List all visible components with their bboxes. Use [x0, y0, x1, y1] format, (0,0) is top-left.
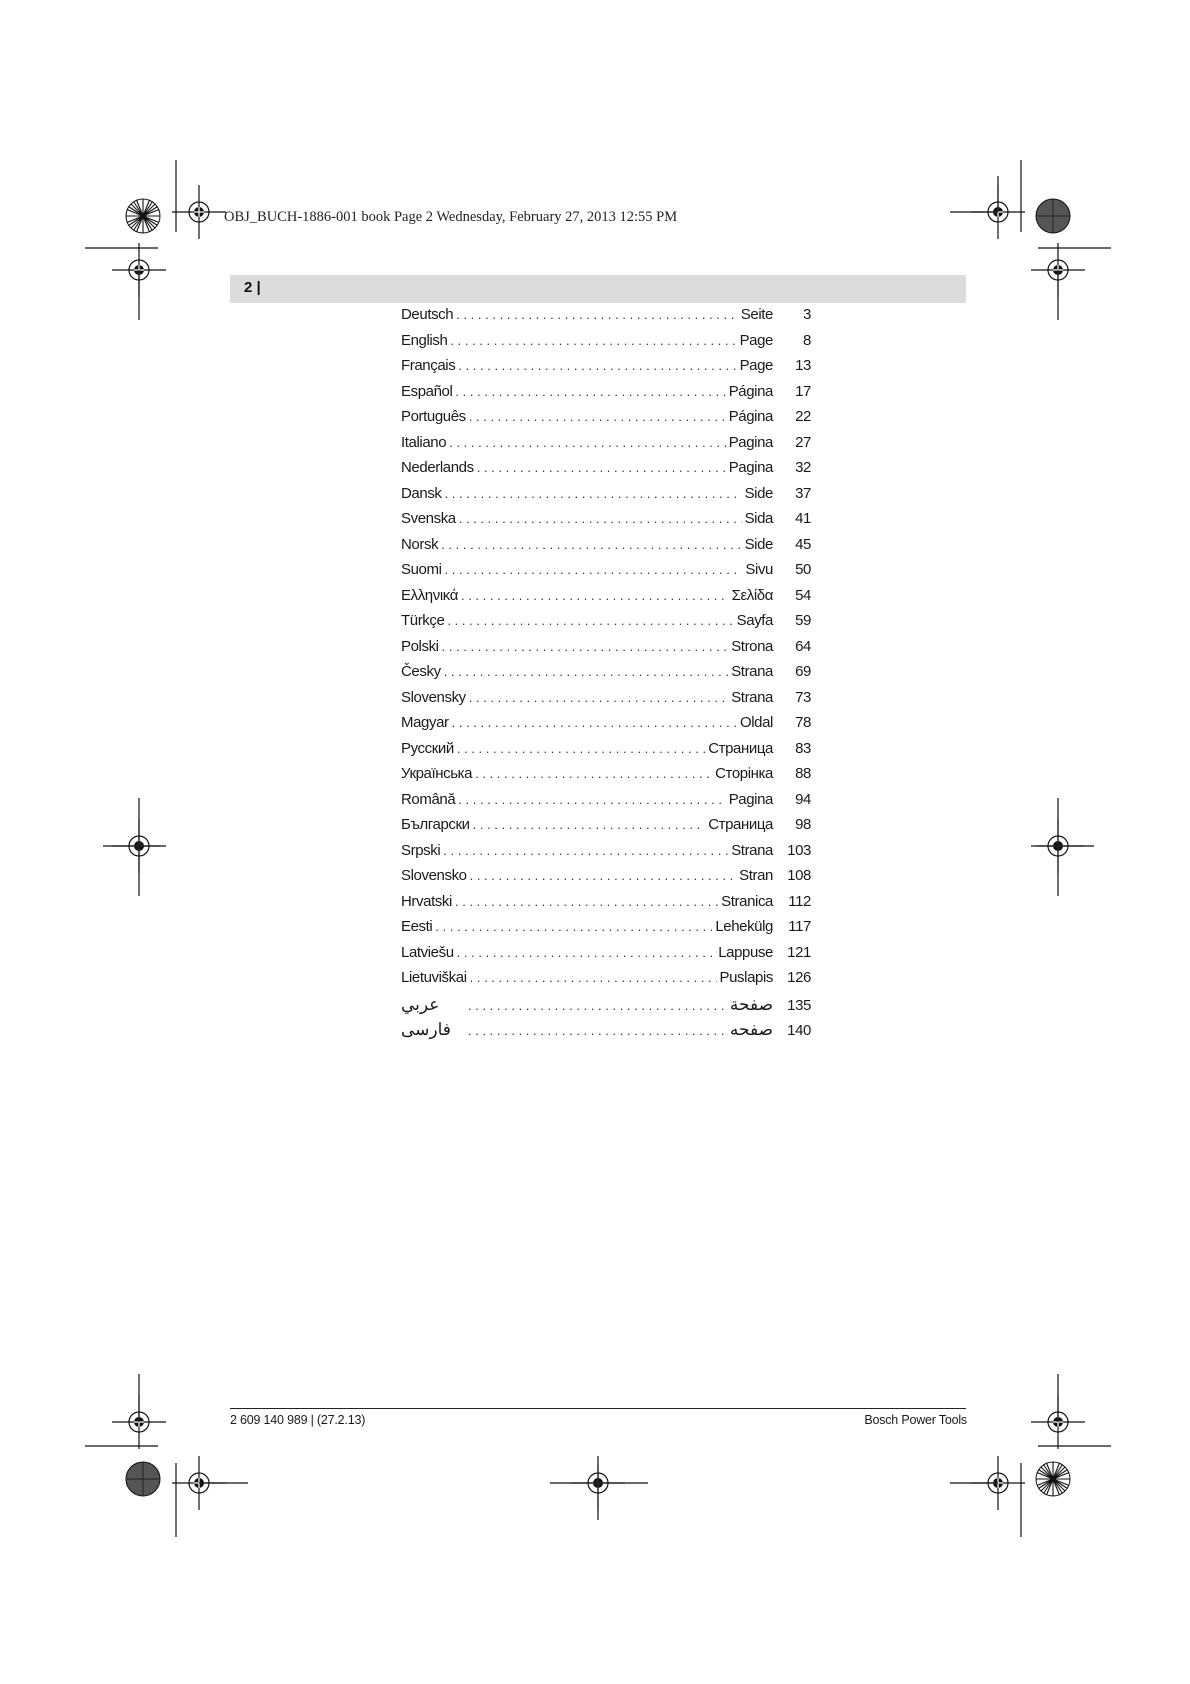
toc-page-number: 94 — [795, 790, 811, 808]
toc-page-number: 22 — [795, 408, 811, 425]
toc-entry[interactable] — [401, 383, 811, 409]
toc-leader-dots — [449, 435, 726, 450]
toc-page-number: 117 — [788, 918, 811, 935]
toc-leader-dots — [445, 562, 743, 577]
toc-language: Česky — [401, 663, 441, 680]
toc-leader-dots — [456, 307, 738, 322]
toc-leader-dots — [457, 741, 705, 756]
star-target-icon — [1036, 1462, 1070, 1496]
toc-language: Italiano — [401, 433, 447, 451]
toc-language: Norsk — [401, 535, 439, 553]
toc-leader-dots — [461, 588, 729, 603]
toc-entry[interactable] — [401, 638, 811, 664]
toc-page-number: 8 — [803, 331, 811, 349]
toc-leader-dots — [435, 919, 712, 934]
toc-language: Svenska — [401, 510, 456, 527]
toc-entry[interactable] — [401, 969, 811, 995]
toc-entry[interactable] — [401, 536, 811, 562]
toc-language: Українська — [401, 765, 473, 782]
footer-document-number: 2 609 140 989 | (27.2.13) — [230, 1413, 366, 1427]
toc-page-word: Pagina — [728, 790, 773, 808]
toc-page-word: Side — [744, 535, 773, 553]
dark-target-icon — [126, 1462, 160, 1496]
toc-language: Español — [401, 382, 453, 400]
toc-leader-dots — [459, 511, 742, 526]
toc-page-number: 41 — [795, 510, 811, 527]
toc-language: Eesti — [401, 918, 433, 935]
toc-page-word: Strana — [731, 663, 773, 680]
toc-page-word: Lappuse — [718, 943, 773, 961]
toc-leader-dots — [442, 639, 729, 654]
toc-entry[interactable] — [401, 893, 811, 919]
toc-entry[interactable] — [401, 944, 811, 970]
toc-leader-dots — [477, 460, 726, 475]
toc-language: Hrvatski — [401, 892, 452, 910]
toc-entry[interactable] — [401, 459, 811, 485]
toc-leader-dots — [443, 843, 728, 858]
toc-page-word: Lehekülg — [715, 918, 773, 935]
toc-entry[interactable] — [401, 765, 811, 791]
toc-page-number: 83 — [795, 739, 811, 757]
toc-page-word: Страница — [708, 739, 773, 757]
table-of-contents — [401, 306, 811, 1046]
toc-leader-dots — [468, 1023, 727, 1038]
toc-page-word: Strona — [731, 637, 773, 655]
toc-page-number: 45 — [795, 535, 811, 553]
toc-entry[interactable] — [401, 1020, 811, 1046]
toc-language: Română — [401, 790, 456, 808]
toc-page-word: صفحه — [729, 1020, 773, 1039]
toc-language: Ελληνικά — [401, 586, 458, 604]
toc-page-number: 73 — [795, 688, 811, 706]
toc-leader-dots — [458, 792, 725, 807]
toc-language: فارسی — [401, 1020, 451, 1039]
toc-leader-dots — [452, 715, 737, 730]
toc-page-number: 13 — [795, 357, 811, 374]
footer-brand: Bosch Power Tools — [864, 1413, 967, 1427]
toc-leader-dots — [458, 358, 736, 373]
toc-entry[interactable] — [401, 995, 811, 1021]
footer-rule — [230, 1408, 966, 1409]
toc-page-number: 54 — [795, 586, 811, 604]
toc-language: English — [401, 331, 448, 349]
toc-language: Srpski — [401, 841, 441, 859]
toc-page-word: Page — [739, 357, 773, 374]
toc-page-word: Page — [739, 331, 773, 349]
toc-language: Nederlands — [401, 459, 474, 476]
toc-page-word: Сторінка — [715, 765, 773, 782]
toc-entry[interactable] — [401, 434, 811, 460]
toc-page-word: Σελίδα — [731, 586, 773, 604]
toc-page-word: Side — [744, 484, 773, 502]
toc-page-number: 69 — [795, 663, 811, 680]
toc-page-number: 59 — [795, 612, 811, 629]
toc-leader-dots — [470, 970, 717, 985]
toc-page-number: 37 — [795, 484, 811, 502]
slug-line: OBJ_BUCH-1886-001 book Page 2 Wednesday, February 27, 2013 12:55 PM — [224, 209, 678, 225]
toc-leader-dots — [455, 894, 718, 909]
toc-entry[interactable] — [401, 740, 811, 766]
toc-page-number: 135 — [787, 996, 811, 1014]
toc-page-word: صفحة — [729, 994, 773, 1014]
toc-language: Dansk — [401, 484, 442, 502]
toc-page-word: Página — [728, 408, 773, 425]
toc-entry[interactable] — [401, 842, 811, 868]
toc-page-word: Sayfa — [736, 612, 773, 629]
toc-page-word: Stranica — [721, 892, 773, 910]
page-header-bar — [230, 275, 966, 303]
toc-entry[interactable] — [401, 689, 811, 715]
toc-leader-dots — [473, 817, 706, 832]
toc-page-word: Sida — [744, 510, 773, 527]
toc-page-number: 27 — [795, 433, 811, 451]
toc-page-word: Stran — [739, 867, 773, 884]
page-number: 2 | — [244, 279, 261, 296]
toc-leader-dots — [445, 486, 742, 501]
toc-language: Български — [401, 816, 470, 833]
star-target-icon — [126, 199, 160, 233]
toc-entry[interactable] — [401, 663, 811, 689]
toc-entry[interactable] — [401, 867, 811, 893]
toc-leader-dots — [469, 409, 726, 424]
toc-leader-dots — [469, 690, 728, 705]
toc-language: Français — [401, 357, 456, 374]
toc-language: Türkçe — [401, 612, 445, 629]
toc-page-number: 64 — [795, 637, 811, 655]
toc-page-word: Pagina — [728, 459, 773, 476]
toc-entry[interactable] — [401, 357, 811, 383]
toc-entry[interactable] — [401, 408, 811, 434]
toc-page-number: 98 — [795, 816, 811, 833]
toc-page-word: Страница — [708, 816, 773, 833]
toc-language: عربي — [401, 994, 440, 1014]
toc-entry[interactable] — [401, 791, 811, 817]
dark-target-icon — [1036, 199, 1070, 233]
toc-language: Lietuviškai — [401, 969, 467, 986]
toc-page-number: 3 — [803, 306, 811, 323]
toc-language: Slovensko — [401, 867, 467, 884]
toc-language: Latviešu — [401, 943, 454, 961]
toc-language: Suomi — [401, 561, 442, 578]
toc-language: Deutsch — [401, 306, 454, 323]
toc-entry[interactable] — [401, 485, 811, 511]
toc-leader-dots — [470, 868, 737, 883]
toc-entry[interactable] — [401, 332, 811, 358]
toc-leader-dots — [455, 384, 725, 399]
toc-leader-dots — [447, 613, 733, 628]
toc-page-number: 121 — [787, 943, 811, 961]
toc-page-number: 103 — [787, 841, 811, 859]
toc-page-word: Seite — [740, 306, 773, 323]
toc-page-number: 17 — [795, 382, 811, 400]
toc-page-word: Pagina — [728, 433, 773, 451]
toc-leader-dots — [450, 333, 736, 348]
toc-page-number: 140 — [787, 1022, 811, 1039]
toc-entry[interactable] — [401, 714, 811, 740]
toc-language: Slovensky — [401, 688, 466, 706]
toc-page-word: Oldal — [739, 714, 773, 731]
toc-language: Русский — [401, 739, 454, 757]
toc-leader-dots — [468, 998, 727, 1013]
toc-leader-dots — [457, 945, 716, 960]
toc-page-word: Puslapis — [719, 969, 773, 986]
toc-entry[interactable] — [401, 510, 811, 536]
toc-page-word: Sivu — [745, 561, 773, 578]
toc-page-number: 32 — [795, 459, 811, 476]
toc-page-word: Strana — [731, 688, 773, 706]
toc-page-number: 78 — [795, 714, 811, 731]
toc-language: Português — [401, 408, 466, 425]
toc-entry[interactable] — [401, 306, 811, 332]
toc-page-word: Strana — [731, 841, 773, 859]
toc-leader-dots — [444, 664, 729, 679]
toc-language: Polski — [401, 637, 439, 655]
toc-page-number: 88 — [795, 765, 811, 782]
toc-page-number: 112 — [788, 892, 811, 910]
registration-mark-icon — [172, 185, 226, 239]
toc-leader-dots — [441, 537, 741, 552]
toc-page-number: 50 — [795, 561, 811, 578]
toc-page-number: 126 — [787, 969, 811, 986]
toc-language: Magyar — [401, 714, 449, 731]
toc-entry[interactable] — [401, 816, 811, 842]
toc-page-word: Página — [728, 382, 773, 400]
toc-entry[interactable] — [401, 561, 811, 587]
toc-entry[interactable] — [401, 587, 811, 613]
toc-entry[interactable] — [401, 612, 811, 638]
toc-leader-dots — [475, 766, 712, 781]
toc-entry[interactable] — [401, 918, 811, 944]
toc-page-number: 108 — [787, 867, 811, 884]
